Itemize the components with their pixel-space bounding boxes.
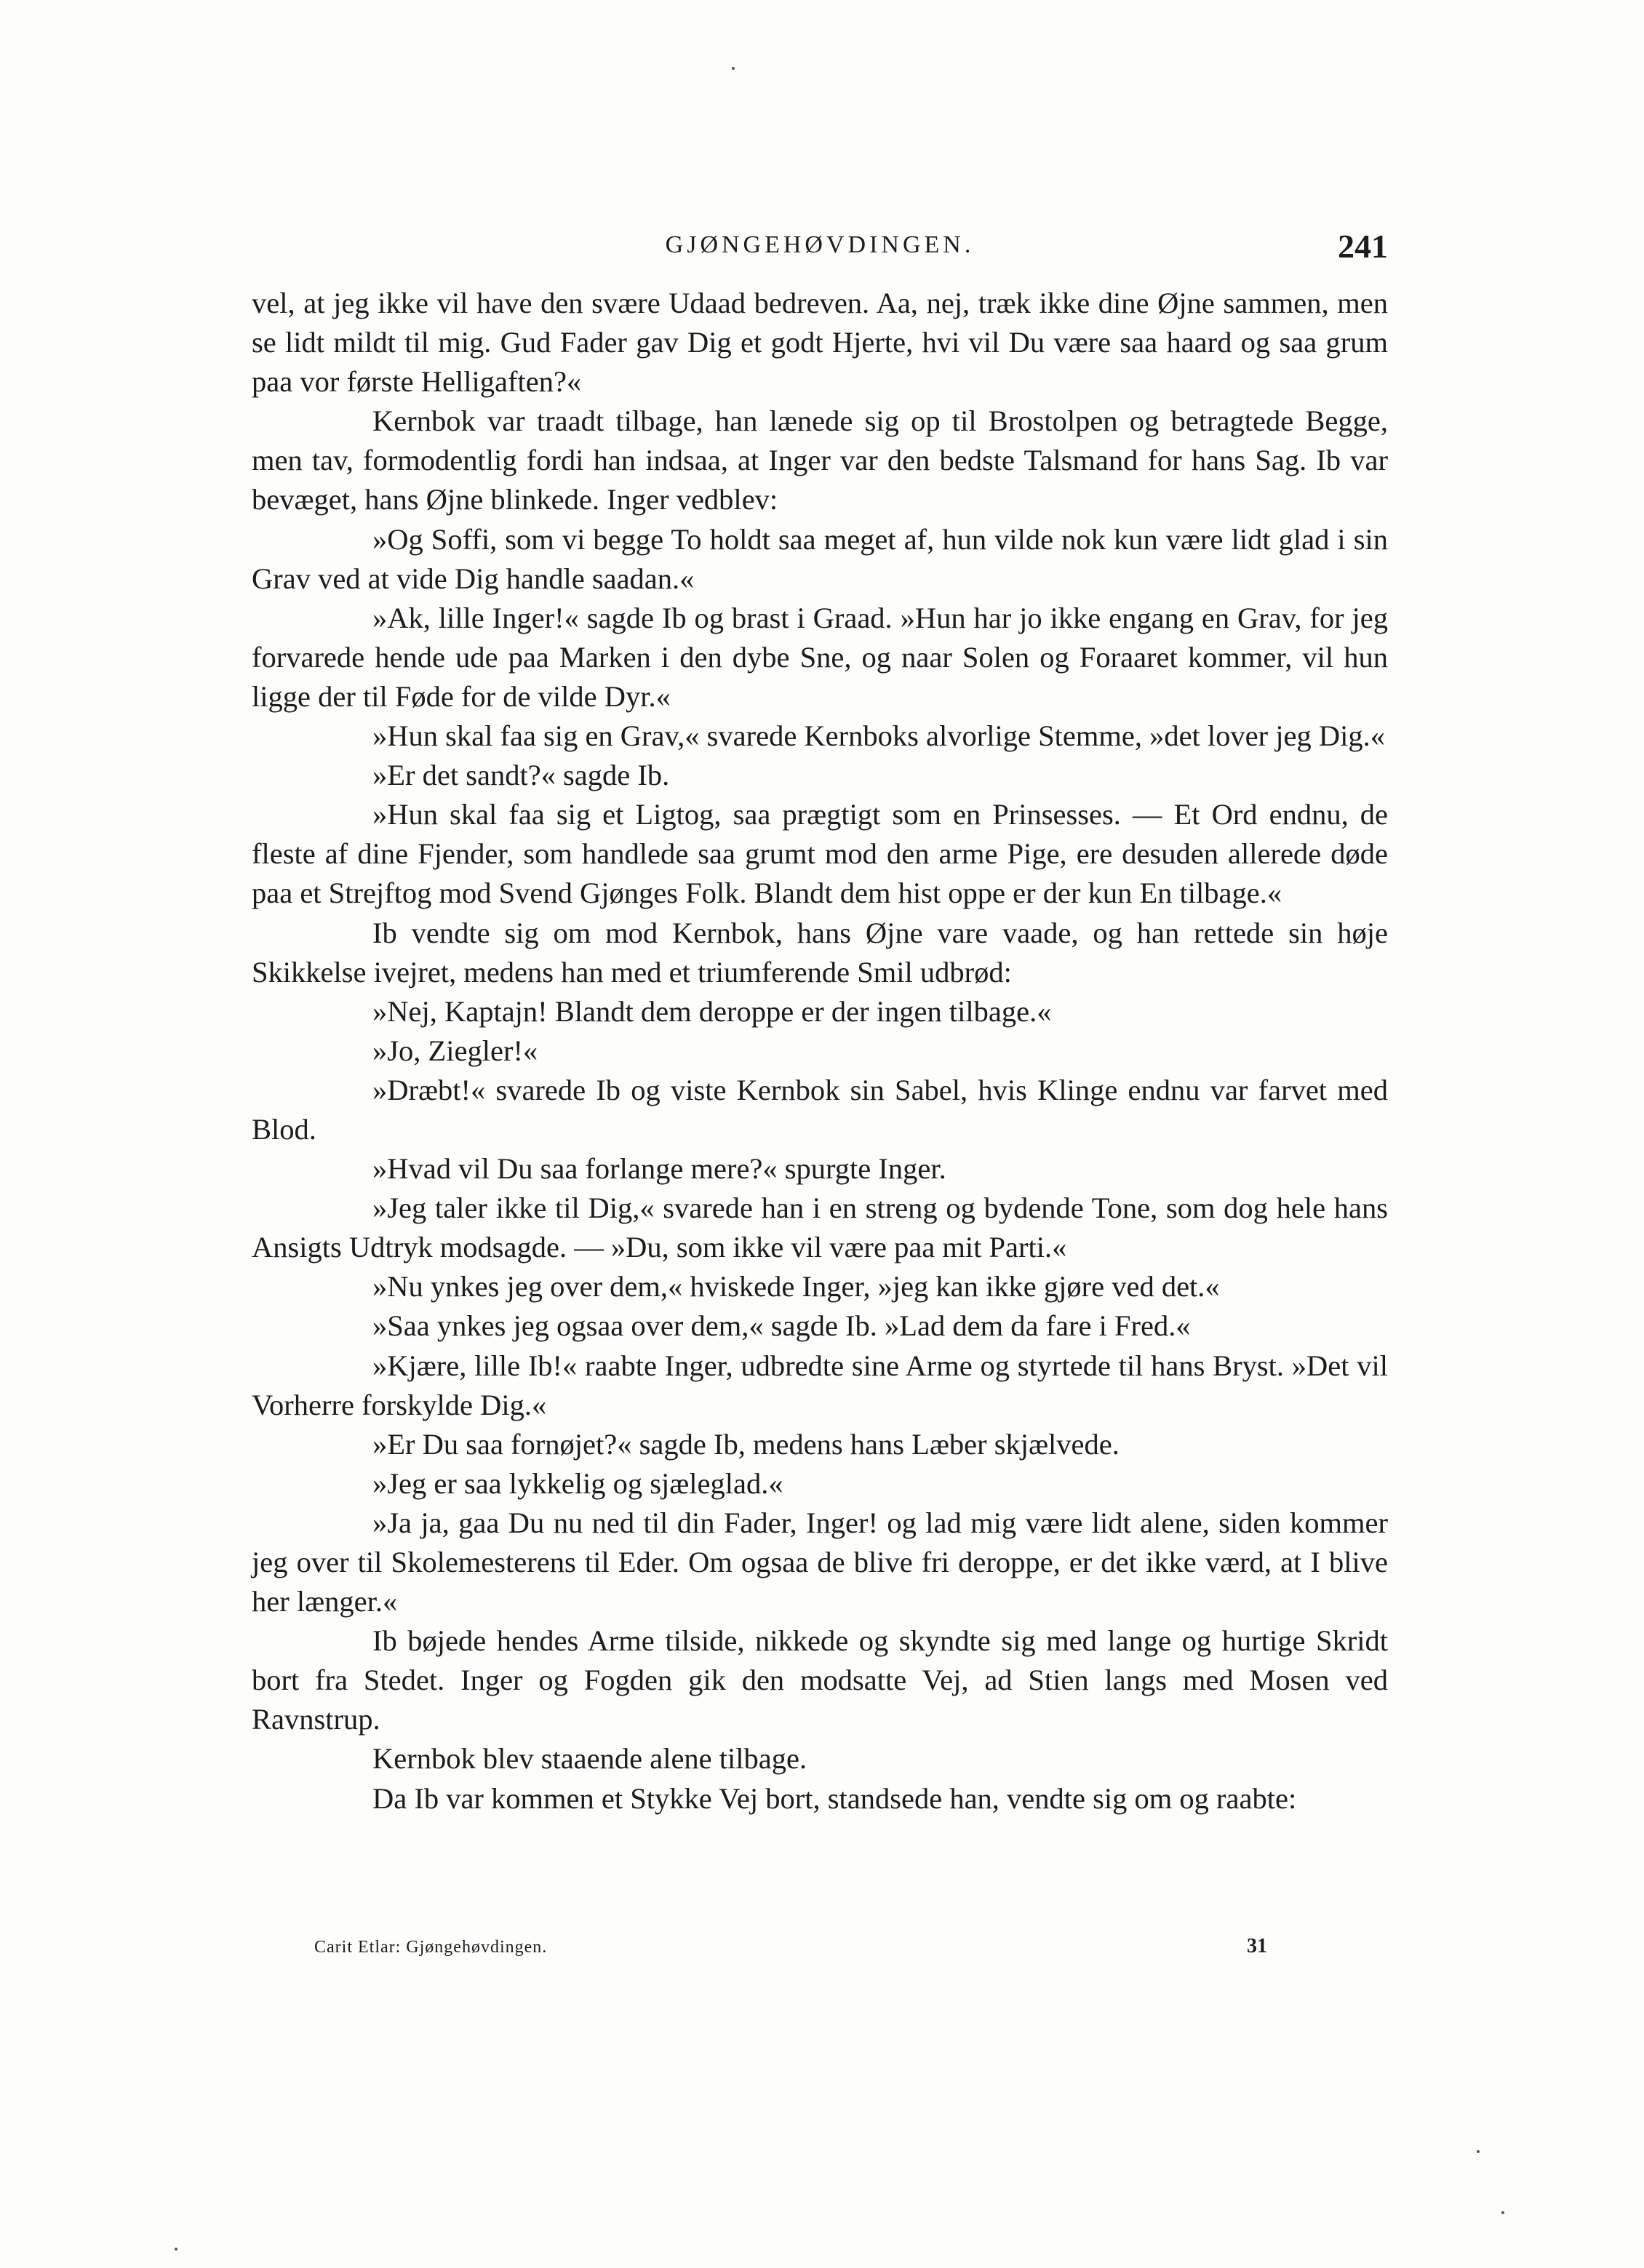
paragraph: »Ak, lille Inger!« sagde Ib og brast i Graad. »Hun har jo ikke engang en Grav, for jeg forvarede hende ude paa Marken i den dybe Sne, og naar Solen og Foraaret kommer, vil hun ligge der til Føde for de vilde Dyr.« [252, 601, 1388, 713]
paper-speck [1477, 2150, 1480, 2153]
paragraph: »Jeg taler ikke til Dig,« svarede han i en streng og bydende Tone, som dog hele hans Ansigts Udtryk modsagde. — »Du, som ikke vil være paa mit Parti.« [252, 1191, 1388, 1264]
paragraph: vel, at jeg ikke vil have den svære Udaad bedreven. Aa, nej, træk ikke dine Øjne sammen, men se lidt mildt til mig. Gud Fader gav Dig et godt Hjerte, hvi vil Du være saa haard og saa grum paa vor første Helligaften?« [252, 287, 1388, 399]
paragraph: »Jo, Ziegler!« [372, 1034, 538, 1067]
paragraph: »Dræbt!« svarede Ib og viste Kernbok sin Sabel, hvis Klinge endnu var farvet med Blod. [252, 1073, 1388, 1146]
paper-speck [1501, 2211, 1504, 2214]
page-footer [314, 1935, 1267, 1967]
page-header [252, 218, 1388, 269]
paper-speck [175, 2248, 177, 2251]
page-number: 241 [1338, 228, 1388, 265]
paragraph: Kernbok var traadt tilbage, han lænede sig op til Brostolpen og betragtede Begge, men tav, formodentlig fordi han indsaa, at Inger var den bedste Talsmand for hans Sag. Ib var bevæget, hans Øjne blinkede. Inger vedblev: [252, 404, 1388, 516]
paragraph: »Nu ynkes jeg over dem,« hviskede Inger, »jeg kan ikke gjøre ved det.« [372, 1270, 1220, 1303]
running-title: GJØNGEHØVDINGEN. [665, 231, 975, 258]
paragraph: »Ja ja, gaa Du nu ned til din Fader, Inger! og lad mig være lidt alene, siden kommer jeg over til Skolemesterens til Eder. Om ogsaa de blive fri deroppe, er det ikke værd, at I blive her længer.« [252, 1506, 1388, 1618]
paragraph: »Nej, Kaptajn! Blandt dem deroppe er der ingen tilbage.« [372, 994, 1052, 1028]
paper-speck [732, 67, 735, 70]
paragraph: »Hun skal faa sig et Ligtog, saa prægtigt som en Prinsesses. — Et Ord endnu, de fleste af dine Fjender, som handlede saa grumt mod den arme Pige, ere desuden allerede døde paa et Strejftog mod Svend Gjønges Folk. Blandt dem hist oppe er der kun En tilbage.« [252, 798, 1388, 910]
paragraph: »Er Du saa fornøjet?« sagde Ib, medens hans Læber skjælvede. [372, 1427, 1120, 1461]
paragraph: »Jeg er saa lykkelig og sjæleglad.« [372, 1466, 783, 1500]
paragraph: Da Ib var kommen et Stykke Vej bort, standsede han, vendte sig om og raabte: [372, 1781, 1297, 1815]
paragraph: »Er det sandt?« sagde Ib. [372, 759, 670, 792]
paragraph: »Hvad vil Du saa forlange mere?« spurgte Inger. [372, 1152, 946, 1186]
paragraph: Kernbok blev staaende alene tilbage. [372, 1742, 807, 1776]
body-text [252, 284, 1388, 1818]
paragraph: »Og Soffi, som vi begge To holdt saa meget af, hun vilde nok kun være lidt glad i sin Grav ved at vide Dig handle saadan.« [252, 522, 1388, 595]
signature-mark: 31 [1247, 1935, 1267, 1957]
paragraph: Ib vendte sig om mod Kernbok, hans Øjne vare vaade, og han rettede sin høje Skikkelse ivejret, medens han med et triumferende Smil udbrød: [252, 916, 1388, 989]
paragraph: »Hun skal faa sig en Grav,« svarede Kernboks alvorlige Stemme, »det lover jeg Dig.« [372, 719, 1385, 753]
paragraph: Ib bøjede hendes Arme tilside, nikkede og skyndte sig med lange og hurtige Skridt bort fra Stedet. Inger og Fogden gik den modsatte Vej, ad Stien langs med Mosen ved Ravnstrup. [252, 1624, 1388, 1736]
footer-signature: Carit Etlar: Gjøngehøvdingen. [314, 1938, 548, 1957]
paragraph: »Kjære, lille Ib!« raabte Inger, udbredte sine Arme og styrtede til hans Bryst. »Det vil Vorherre forskylde Dig.« [252, 1349, 1388, 1421]
paragraph: »Saa ynkes jeg ogsaa over dem,« sagde Ib. »Lad dem da fare i Fred.« [372, 1309, 1191, 1343]
